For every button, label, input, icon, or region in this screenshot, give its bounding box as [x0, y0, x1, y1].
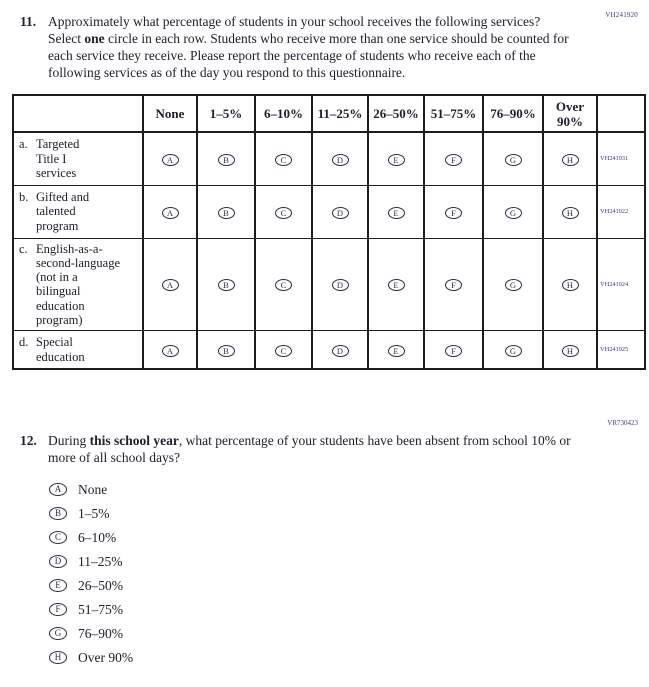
- option-row-H: [49, 646, 649, 670]
- answer-bubble-b-G[interactable]: G: [505, 207, 522, 219]
- services-percentage-table: [12, 94, 646, 370]
- answer-bubble-a-H[interactable]: H: [562, 154, 579, 166]
- option-row-C: [49, 526, 649, 550]
- answer-cell-none: [143, 185, 197, 238]
- column-header-11-25-: 11–25%: [312, 95, 368, 132]
- row-label: [13, 238, 143, 331]
- answer-cell-11-25-: [312, 132, 368, 185]
- option-bubble-F[interactable]: F: [49, 603, 67, 616]
- answer-cell-6-10-: [255, 132, 312, 185]
- column-header-6-10-: 6–10%: [255, 95, 312, 132]
- form-code-q11: VH241920: [605, 11, 638, 19]
- question-text-segment: During: [48, 432, 90, 448]
- option-bubble-A[interactable]: A: [49, 483, 67, 496]
- row-label-text: English-as-a- second-language (not in a bilingual education program): [36, 241, 120, 327]
- answer-bubble-b-C[interactable]: C: [275, 207, 292, 219]
- row-label: [13, 331, 143, 369]
- answer-cell-51-75-: [424, 331, 483, 369]
- answer-bubble-b-D[interactable]: D: [332, 207, 349, 219]
- column-header-code: [597, 95, 645, 132]
- answer-cell-26-50-: [368, 238, 424, 331]
- answer-bubble-b-E[interactable]: E: [388, 207, 405, 219]
- answer-bubble-d-D[interactable]: D: [332, 345, 349, 357]
- option-row-B: [49, 502, 649, 526]
- question-11-number: 11.: [20, 14, 37, 29]
- answer-cell-6-10-: [255, 185, 312, 238]
- option-label: 6–10%: [78, 529, 117, 545]
- question-text-segment: , what percentage of your students have been absent from school 10% or more of all school days?: [48, 432, 571, 465]
- answer-cell-over-90-: [543, 331, 597, 369]
- row-label: [13, 185, 143, 238]
- answer-bubble-d-C[interactable]: C: [275, 345, 292, 357]
- row-code: VH241922: [597, 185, 645, 238]
- option-label: 51–75%: [78, 601, 123, 617]
- answer-bubble-c-F[interactable]: F: [445, 279, 462, 291]
- table-header-row: [13, 95, 645, 132]
- question-12: [20, 432, 649, 466]
- answer-cell-51-75-: [424, 185, 483, 238]
- row-letter-prefix: b.: [19, 190, 29, 205]
- answer-cell-76-90-: [483, 331, 543, 369]
- option-bubble-B[interactable]: B: [49, 507, 67, 520]
- answer-cell-none: [143, 331, 197, 369]
- row-letter-prefix: d.: [19, 335, 29, 350]
- answer-cell-6-10-: [255, 331, 312, 369]
- option-row-G: [49, 622, 649, 646]
- column-header-1-5-: 1–5%: [197, 95, 255, 132]
- answer-bubble-a-F[interactable]: F: [445, 154, 462, 166]
- table-row-d: [13, 331, 645, 369]
- answer-cell-none: [143, 238, 197, 331]
- option-row-A: [49, 478, 649, 502]
- question-text-bold-segment: one: [84, 31, 105, 46]
- answer-cell-76-90-: [483, 238, 543, 331]
- table-corner-cell: [13, 95, 143, 132]
- option-row-E: [49, 574, 649, 598]
- option-bubble-E[interactable]: E: [49, 579, 67, 592]
- row-letter-prefix: a.: [19, 137, 28, 152]
- answer-cell-11-25-: [312, 331, 368, 369]
- answer-bubble-b-B[interactable]: B: [218, 207, 235, 219]
- option-label: Over 90%: [78, 649, 134, 665]
- answer-bubble-a-A[interactable]: A: [162, 154, 179, 166]
- answer-bubble-c-B[interactable]: B: [218, 279, 235, 291]
- column-header-over-90-: Over 90%: [543, 95, 597, 132]
- option-label: 26–50%: [78, 577, 123, 593]
- answer-cell-11-25-: [312, 185, 368, 238]
- row-label: [13, 132, 143, 185]
- answer-bubble-d-F[interactable]: F: [445, 345, 462, 357]
- answer-cell-over-90-: [543, 132, 597, 185]
- answer-bubble-c-G[interactable]: G: [505, 279, 522, 291]
- answer-bubble-a-B[interactable]: B: [218, 154, 235, 166]
- column-header-76-90-: 76–90%: [483, 95, 543, 132]
- table-row-b: [13, 185, 645, 238]
- answer-cell-51-75-: [424, 132, 483, 185]
- answer-bubble-b-A[interactable]: A: [162, 207, 179, 219]
- option-bubble-G[interactable]: G: [49, 627, 67, 640]
- row-code: VH241924: [597, 238, 645, 331]
- row-label-text: Special education: [36, 335, 85, 364]
- option-label: 76–90%: [78, 625, 123, 641]
- answer-cell-76-90-: [483, 185, 543, 238]
- row-label-text: Targeted Title I services: [36, 137, 80, 180]
- answer-bubble-c-E[interactable]: E: [388, 279, 405, 291]
- answer-bubble-a-C[interactable]: C: [275, 154, 292, 166]
- option-row-D: [49, 550, 649, 574]
- answer-cell-26-50-: [368, 331, 424, 369]
- answer-bubble-d-B[interactable]: B: [218, 345, 235, 357]
- answer-cell-6-10-: [255, 238, 312, 331]
- question-11: [20, 0, 649, 81]
- option-label: 1–5%: [78, 505, 110, 521]
- answer-bubble-c-C[interactable]: C: [275, 279, 292, 291]
- column-header-none: None: [143, 95, 197, 132]
- answer-bubble-b-H[interactable]: H: [562, 207, 579, 219]
- question-12-text: [48, 432, 575, 466]
- answer-cell-1-5-: [197, 132, 255, 185]
- row-code: VH241931: [597, 132, 645, 185]
- option-row-F: [49, 598, 649, 622]
- question-text-segment: circle in each row. Students who receive more than one service should be counted for each service they receive. Please report the percentage of students who receive each of the following services as of the day you respond to this questionnaire.: [48, 31, 569, 80]
- answer-bubble-c-D[interactable]: D: [332, 279, 349, 291]
- answer-bubble-b-F[interactable]: F: [445, 207, 462, 219]
- table-row-a: [13, 132, 645, 185]
- answer-cell-51-75-: [424, 238, 483, 331]
- question-text-segment: Approximately what percentage of students in your school receives the following services? Select: [48, 14, 541, 46]
- row-label-text: Gifted and talented program: [36, 190, 90, 233]
- answer-bubble-a-G[interactable]: G: [505, 154, 522, 166]
- answer-bubble-d-H[interactable]: H: [562, 345, 579, 357]
- option-label: 11–25%: [78, 553, 123, 569]
- answer-bubble-d-E[interactable]: E: [388, 345, 405, 357]
- column-header-26-50-: 26–50%: [368, 95, 424, 132]
- question-11-text: [48, 13, 575, 81]
- form-code-q12: VR730423: [607, 418, 638, 427]
- answer-bubble-c-H[interactable]: H: [562, 279, 579, 291]
- answer-cell-1-5-: [197, 185, 255, 238]
- answer-cell-26-50-: [368, 132, 424, 185]
- option-bubble-H[interactable]: H: [49, 651, 67, 664]
- answer-cell-1-5-: [197, 331, 255, 369]
- answer-cell-over-90-: [543, 185, 597, 238]
- option-label: None: [78, 481, 108, 497]
- question-12-options: [49, 478, 649, 670]
- answer-cell-11-25-: [312, 238, 368, 331]
- column-header-51-75-: 51–75%: [424, 95, 483, 132]
- option-bubble-D[interactable]: D: [49, 555, 67, 568]
- answer-bubble-a-D[interactable]: D: [332, 154, 349, 166]
- table-row-c: [13, 238, 645, 331]
- answer-cell-76-90-: [483, 132, 543, 185]
- answer-bubble-c-A[interactable]: A: [162, 279, 179, 291]
- row-letter-prefix: c.: [19, 241, 28, 256]
- answer-cell-1-5-: [197, 238, 255, 331]
- answer-bubble-d-A[interactable]: A: [162, 345, 179, 357]
- option-bubble-C[interactable]: C: [49, 531, 67, 544]
- question-12-number: 12.: [20, 432, 37, 448]
- answer-cell-over-90-: [543, 238, 597, 331]
- answer-bubble-d-G[interactable]: G: [505, 345, 522, 357]
- answer-cell-26-50-: [368, 185, 424, 238]
- row-code: VH241925: [597, 331, 645, 369]
- answer-bubble-a-E[interactable]: E: [388, 154, 405, 166]
- answer-cell-none: [143, 132, 197, 185]
- question-text-bold-segment: this school year: [89, 432, 179, 448]
